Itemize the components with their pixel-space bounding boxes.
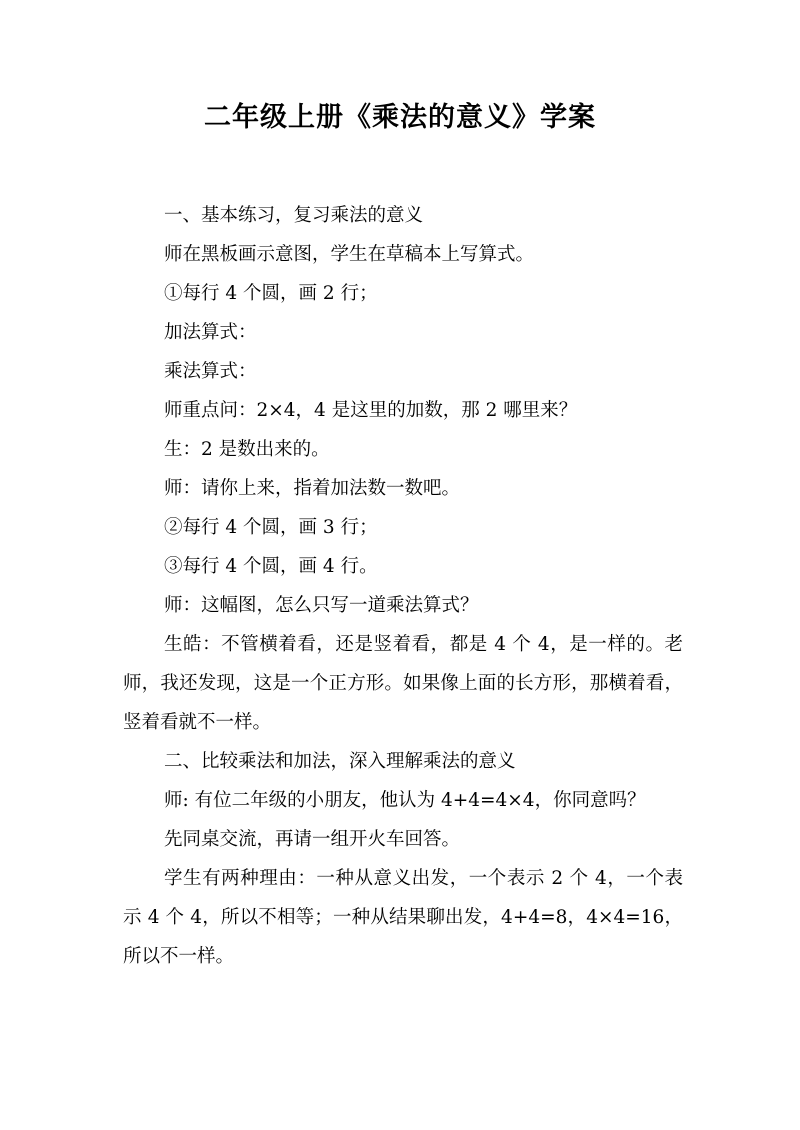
paragraph: 加法算式： (164, 322, 257, 343)
paragraph: 师：这幅图，怎么只写一道乘法算式？ (164, 595, 479, 616)
paragraph: 学生有两种理由：一种从意义出发，一个表示 2 个 4，一个表示 4 个 4，所以不相等；一种从结果聊出发，4+4=8，4×4=16，所以不一样。 (123, 868, 683, 967)
paragraph: 生：2 是数出来的。 (164, 439, 330, 460)
paragraph: ①每行 4 个圆，画 2 行； (164, 283, 378, 304)
paragraph: 乘法算式： (164, 361, 257, 382)
document-body (123, 196, 683, 976)
paragraph: 生皓：不管横着看，还是竖着看，都是 4 个 4，是一样的。老师，我还发现，这是一个正方形。如果像上面的长方形，那横着看，竖着看就不一样。 (123, 634, 683, 733)
section-heading-1: 一、基本练习，复习乘法的意义 (164, 205, 424, 226)
document-title: 二年级上册《乘法的意义》学案 (204, 102, 596, 133)
paragraph: ③每行 4 个圆，画 4 行。 (164, 556, 378, 577)
paragraph: ②每行 4 个圆，画 3 行； (164, 517, 378, 538)
paragraph: 师在黑板画示意图，学生在草稿本上写算式。 (164, 244, 535, 265)
paragraph: 师重点问：2×4，4 是这里的加数，那 2 哪里来？ (164, 400, 578, 421)
paragraph: 先同桌交流，再请一组开火车回答。 (164, 829, 461, 850)
section-heading-2: 二、比较乘法和加法，深入理解乘法的意义 (164, 751, 516, 772)
paragraph: 师：请你上来，指着加法数一数吧。 (164, 478, 461, 499)
paragraph: 师: 有位二年级的小朋友，他认为 4+4=4×4，你同意吗？ (164, 790, 646, 811)
